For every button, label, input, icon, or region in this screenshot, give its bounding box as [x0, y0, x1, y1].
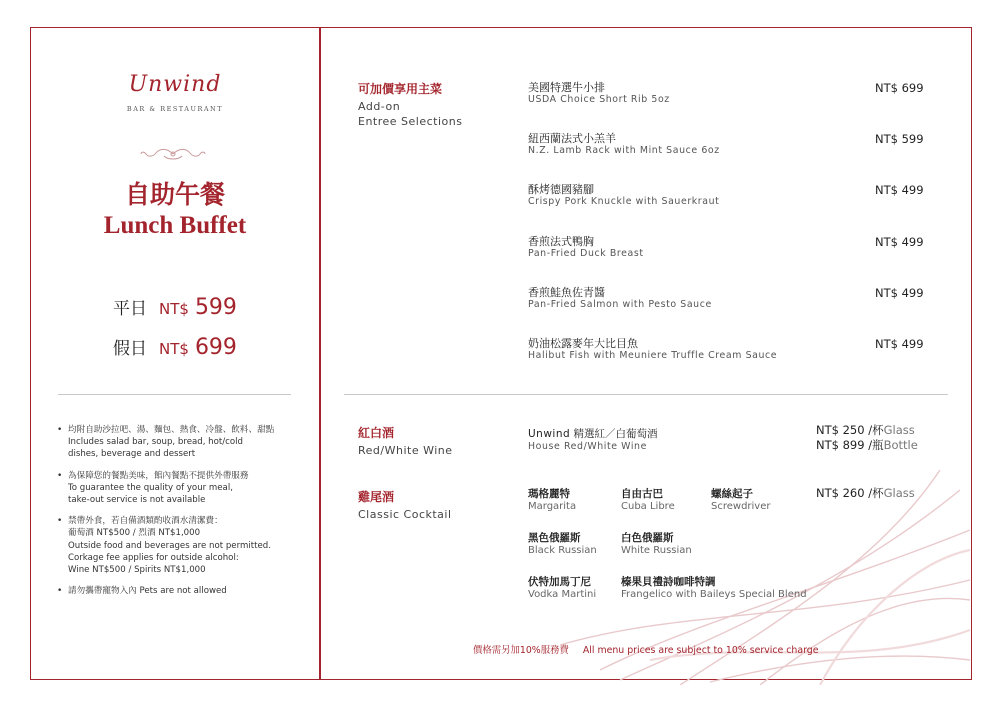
column-divider — [319, 27, 321, 680]
entree-section-title: 可加價享用主菜 — [358, 82, 443, 96]
note-line: Includes salad bar, soup, bread, hot/cold — [68, 437, 243, 448]
wine-section-subtitle: Red/White Wine — [358, 444, 453, 457]
weekday-price — [113, 294, 237, 324]
entree-item — [528, 81, 670, 106]
cocktail-name-en: Black Russian — [528, 545, 597, 556]
logo-name: Unwind — [128, 72, 222, 97]
note-line: 葡萄酒 NT$500 / 烈酒 NT$1,000 — [68, 528, 201, 539]
divider-left — [58, 394, 291, 395]
cocktail-item — [621, 576, 807, 601]
entree-item — [528, 337, 777, 362]
cocktail-item — [528, 488, 576, 513]
cocktail-name-zh: 伏特加馬丁尼 — [528, 576, 591, 588]
entree-section-subtitle: Add-on — [358, 100, 401, 113]
ornament-icon — [140, 147, 206, 161]
entree-name-zh: 酥烤德國豬腳 — [528, 183, 594, 196]
cocktail-item — [621, 532, 692, 557]
price-amount: 599 — [194, 295, 237, 320]
entree-price: NT$ 499 — [875, 337, 924, 351]
entree-name-en: Pan-Fried Salmon with Pesto Sauce — [528, 299, 712, 310]
entree-item — [528, 132, 720, 157]
note-line: dishes, beverage and dessert — [68, 449, 196, 460]
cocktail-price — [816, 486, 915, 500]
page-title-zh: 自助午餐 — [124, 180, 225, 209]
note-line: Wine NT$500 / Spirits NT$1,000 — [68, 565, 206, 576]
entree-section-subtitle: Entree Selections — [358, 115, 463, 128]
wine-price-bottle — [816, 438, 918, 452]
service-charge-zh: 價格需另加10%服務費 — [473, 645, 569, 656]
service-charge-note — [473, 642, 819, 656]
wine-brand: Unwind — [528, 428, 571, 440]
entree-name-zh: 香煎法式鴨胸 — [528, 235, 594, 248]
note-item — [57, 515, 312, 576]
wine-item — [528, 428, 658, 453]
entree-price: NT$ 499 — [875, 286, 924, 300]
entree-name-zh: 美國特選牛小排 — [528, 81, 605, 94]
wine-price-bottle-unit: Bottle — [883, 438, 918, 452]
note-line: Corkage fee applies for outside alcohol: — [68, 552, 239, 563]
price-label: 平日 — [113, 299, 147, 319]
cocktail-name-en: Screwdriver — [711, 501, 771, 512]
cocktail-item — [711, 488, 771, 513]
cocktail-price-value: NT$ 260 /杯 — [816, 486, 884, 500]
cocktail-name-en: Vodka Martini — [528, 589, 597, 600]
entree-price: NT$ 499 — [875, 183, 924, 197]
cocktail-name-zh: 白色俄羅斯 — [621, 532, 674, 544]
wine-price-glass — [816, 423, 915, 437]
page-title-en: Lunch Buffet — [103, 212, 247, 239]
note-line: • 禁帶外食，若自備酒類酌收酒水清潔費： — [68, 516, 223, 527]
note-line: • 為保障您的餐點美味，館內餐點不提供外帶服務 — [68, 470, 249, 481]
cocktail-name-zh: 榛果貝禮詩咖啡特調 — [621, 576, 716, 588]
cocktail-item — [621, 488, 675, 513]
logo-subtitle: BAR & RESTAURANT — [126, 105, 224, 113]
entree-name-en: Pan-Fried Duck Breast — [528, 248, 644, 259]
entree-item — [528, 183, 719, 208]
divider-right — [344, 394, 948, 395]
logo — [115, 72, 235, 113]
entree-name-zh: 香煎鮭魚佐青醬 — [528, 286, 605, 299]
note-item — [57, 424, 312, 461]
wine-price-glass-value: NT$ 250 /杯 — [816, 423, 884, 437]
note-line: take-out service is not available — [68, 495, 206, 506]
cocktail-section-subtitle: Classic Cocktail — [358, 508, 452, 521]
wine-price-bottle-value: NT$ 899 /瓶 — [816, 438, 884, 452]
cocktail-name-en: Margarita — [528, 501, 577, 512]
price-currency: NT$ — [159, 300, 189, 318]
note-line: To guarantee the quality of your meal, — [68, 482, 233, 493]
cocktail-section-title: 雞尾酒 — [358, 490, 395, 504]
entree-name-en: N.Z. Lamb Rack with Mint Sauce 6oz — [528, 145, 720, 156]
entree-name-zh: 奶油松露麥年大比目魚 — [528, 337, 638, 350]
holiday-price — [113, 334, 237, 364]
notes-list — [57, 424, 312, 606]
entree-price: NT$ 599 — [875, 132, 924, 146]
note-item — [57, 470, 312, 507]
cocktail-item — [528, 576, 596, 601]
price-label: 假日 — [113, 339, 147, 359]
wine-name-zh: 精選紅／白葡萄酒 — [573, 428, 658, 440]
entree-item — [528, 235, 644, 260]
wine-name-en: House Red/White Wine — [528, 441, 647, 452]
cocktail-name-zh: 自由古巴 — [621, 488, 663, 500]
price-currency: NT$ — [159, 340, 189, 358]
note-line: • 均附自助沙拉吧、湯、麵包、熱食、冷盤、飲料、甜點 — [68, 425, 275, 435]
note-line: • 請勿攜帶寵物入內 Pets are not allowed — [68, 586, 227, 597]
cocktail-item — [528, 532, 597, 557]
entree-name-zh: 紐西蘭法式小羔羊 — [528, 132, 616, 145]
cocktail-name-en: Frangelico with Baileys Special Blend — [621, 589, 807, 600]
cocktail-price-unit: Glass — [883, 486, 915, 500]
cocktail-name-zh: 瑪格麗特 — [528, 488, 570, 500]
note-line: Outside food and beverages are not permitted. — [68, 540, 271, 551]
wine-section-title: 紅白酒 — [358, 426, 395, 440]
cocktail-name-zh: 螺絲起子 — [711, 488, 753, 500]
cocktail-name-zh: 黑色俄羅斯 — [528, 532, 581, 544]
entree-name-en: Halibut Fish with Meuniere Truffle Cream Sauce — [528, 350, 778, 361]
entree-price: NT$ 699 — [875, 81, 924, 95]
entree-item — [528, 286, 712, 311]
cocktail-name-en: Cuba Libre — [621, 501, 675, 512]
entree-price: NT$ 499 — [875, 235, 924, 249]
cocktail-name-en: White Russian — [621, 545, 692, 556]
entree-name-en: Crispy Pork Knuckle with Sauerkraut — [528, 196, 720, 207]
price-amount: 699 — [194, 335, 237, 360]
service-charge-en: All menu prices are subject to 10% service charge — [582, 645, 819, 656]
note-item — [57, 585, 312, 597]
wine-price-glass-unit: Glass — [883, 423, 915, 437]
entree-name-en: USDA Choice Short Rib 5oz — [528, 94, 670, 105]
